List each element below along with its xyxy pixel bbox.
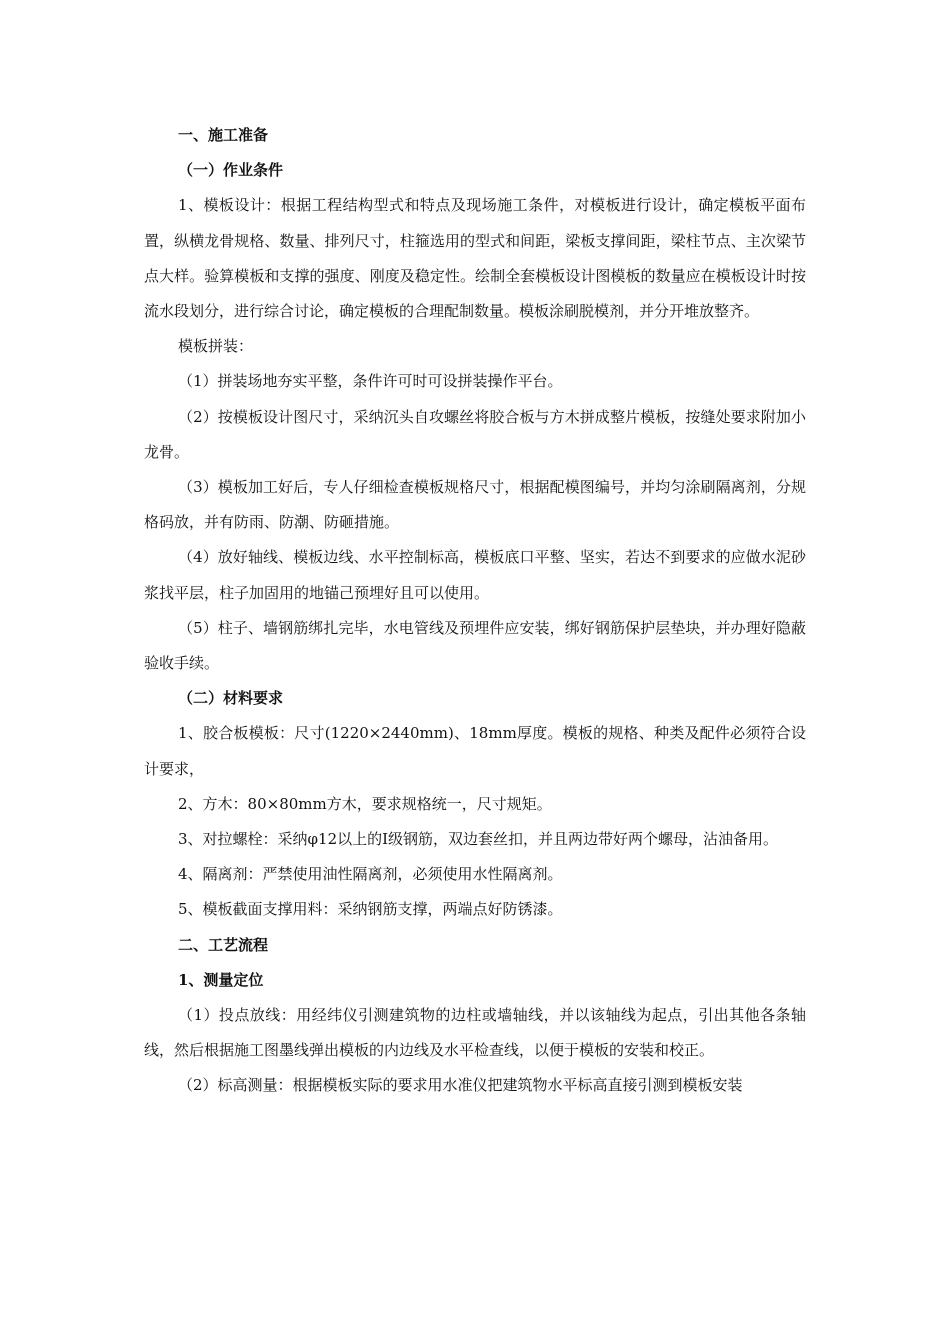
paragraph: 1、模板设计：根据工程结构型式和特点及现场施工条件，对模板进行设计，确定模板平面布置，纵横龙骨规格、数量、排列尺寸，柱箍选用的型式和间距，梁板支撑间距，梁柱节点、主次梁节点大样。验算模板和支撑的强度、刚度及稳定性。绘制全套模板设计图模板的数量应在模板设计时按流水段划分，进行综合讨论，确定模板的合理配制数量。模板涂刷脱模剂，并分开堆放整齐。 xyxy=(144,196,806,321)
paragraph: 2、方木：80×80mm方木，要求规格统一，尺寸规矩。 xyxy=(178,794,552,813)
paragraph: （3）模板加工好后，专人仔细检查模板规格尺寸，根据配模图编号，并均匀涂刷隔离剂，分规格码放，并有防雨、防潮、防砸措施。 xyxy=(144,478,806,532)
paragraph: （1）投点放线：用经纬仪引测建筑物的边柱或墙轴线，并以该轴线为起点，引出其他各条轴线，然后根据施工图墨线弹出模板的内边线及水平检查线，以便于模板的安装和校正。 xyxy=(144,1006,806,1060)
subsection-heading: （二）材料要求 xyxy=(178,689,284,708)
document-body xyxy=(144,118,806,1104)
paragraph: 模板拼装： xyxy=(178,337,254,356)
paragraph: 4、隔离剂：严禁使用油性隔离剂，必须使用水性隔离剂。 xyxy=(178,865,563,884)
paragraph: （2）按模板设计图尺寸，采纳沉头自攻螺丝将胶合板与方木拼成整片模板，按缝处要求附加小龙骨。 xyxy=(144,407,806,461)
section-heading: 二、工艺流程 xyxy=(178,935,269,954)
paragraph: 1、胶合板模板：尺寸(1220×2440mm)、18mm厚度。模板的规格、种类及配件必须符合设计要求， xyxy=(144,724,806,778)
subsection-heading: 1、测量定位 xyxy=(178,970,264,989)
paragraph: （1）拼装场地夯实平整，条件许可时可设拼装操作平台。 xyxy=(178,372,563,391)
paragraph: （5）柱子、墙钢筋绑扎完毕，水电管线及预埋件应安装，绑好钢筋保护层垫块，并办理好隐蔽验收手续。 xyxy=(144,618,806,673)
section-heading: 一、施工准备 xyxy=(178,126,269,144)
paragraph: （2）标高测量：根据模板实际的要求用水准仪把建筑物水平标高直接引测到模板安装 xyxy=(178,1076,743,1095)
subsection-heading: （一）作业条件 xyxy=(178,161,284,180)
paragraph: 5、模板截面支撑用料：采纳钢筋支撑，两端点好防锈漆。 xyxy=(178,900,563,919)
paragraph: 3、对拉螺栓：采纳φ12以上的Ⅰ级钢筋，双边套丝扣，并且两边带好两个螺母，沾油备用。 xyxy=(178,830,779,849)
paragraph: （4）放好轴线、模板边线、水平控制标高，模板底口平整、坚实，若达不到要求的应做水泥砂浆找平层，柱子加固用的地锚己预埋好且可以使用。 xyxy=(144,548,806,602)
